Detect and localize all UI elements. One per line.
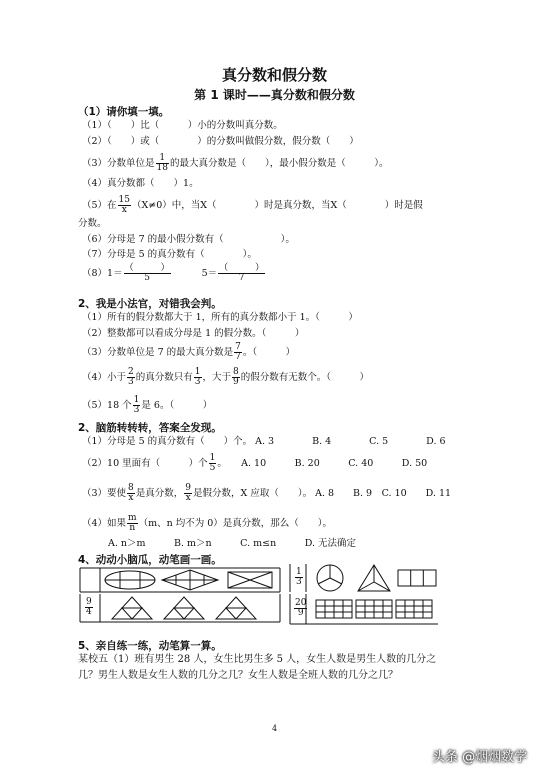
drawing-fraction-1-3: $\frac{1}{3}$	[296, 567, 302, 587]
s1-question-5-cont: 分数。	[78, 218, 107, 229]
rectangle-thirds-icon	[398, 570, 436, 586]
s5-problem-line-1: 某校五（1）班有男生 28 人，女生比男生多 5 人，女生人数是男生人数的几分之	[78, 654, 437, 665]
rectangle-crossed-icon	[228, 572, 272, 588]
page-number: 4	[271, 724, 278, 733]
section-4-heading: 4、动动小脑瓜，动笔画一画。	[78, 554, 222, 566]
s1-question-4: （4）真分数都（ ）1。	[82, 178, 199, 189]
drawing-fraction-20-9: $\frac{20}{9}$	[295, 598, 307, 618]
s3-question-2: （2）10 里面有（ ）个 $\frac{1}{5}$ 。 A. 10 B. 20 C. 40 D. 50	[82, 453, 428, 473]
s3-question-1: （1）分母是 5 的真分数有（ ）个。 A. 3 B. 4 C. 5 D. 6	[82, 436, 446, 447]
drawing-fraction-9-4: $\frac{9}{4}$	[86, 597, 92, 617]
left-bottom-drawing-box	[80, 594, 280, 624]
s2-question-2: （2）整数都可以看成分母是 1 的假分数。（ ）	[82, 328, 305, 339]
watermark: 头条 @烟烟数学	[432, 750, 528, 765]
triangle-divided-icon	[112, 597, 152, 619]
triangle-divided-icon	[216, 597, 256, 619]
fraction: $\frac{1}{3}$	[133, 395, 140, 415]
s2-question-3: （3）分数单位是 7 的最大真分数是 $\frac{7}{7}$ 。（ ）	[82, 342, 296, 362]
grid-3x4-icon	[356, 600, 392, 618]
fraction: $\frac{15}{x}$	[118, 195, 130, 215]
s1-question-5: （5）在 $\frac{15}{x}$ （X≠0）中，当X（ ）时是真分数，当X（ ）时是假	[82, 195, 423, 215]
grid-3x4-icon	[396, 600, 432, 618]
section-1-heading: （1）请你填一填。	[78, 106, 170, 118]
circle-divided-icon	[317, 565, 343, 591]
s2-question-1: （1）所有的假分数都大于 1，所有的真分数都小于 1。（ ）	[82, 312, 358, 323]
s1-question-7: （7）分母是 5 的真分数有（ ）。	[82, 249, 257, 260]
s2-question-4: （4）小于 $\frac{2}{3}$ 的真分数只有 $\frac{1}{3}$ ，大于 $\frac{8}{9}$ 的假分数有无数个。（ ）	[82, 367, 370, 387]
fraction: $\frac{1}{18}$	[156, 153, 168, 173]
s1-question-6: （6）分母是 7 的最小假分数有（ ）。	[82, 234, 295, 245]
fraction: $\frac{9}{x}$	[185, 483, 192, 503]
s3-question-4-options: A. n＞m B. m＞n C. m≤n D. 无法确定	[108, 538, 357, 549]
triangle-centroid-icon	[358, 565, 390, 591]
fraction: $\frac{m}{n}$	[128, 513, 137, 533]
s2-question-5: （5）18 个 $\frac{1}{3}$ 是 6。（ ）	[82, 395, 213, 415]
ellipse-divided-icon	[105, 571, 155, 589]
s1-question-8: （8）1＝ $\frac{( )}{5}$ 5＝ $\frac{( )}{7}$	[82, 263, 265, 283]
fraction: $\frac{( )}{5}$	[124, 263, 170, 283]
s3-question-4: （4）如果 $\frac{m}{n}$ （m、n 均不为 0）是真分数，那么（ ）。	[82, 513, 333, 533]
s1-question-3: （3）分数单位是 $\frac{1}{18}$ 的最大真分数是（ ），最小假分数是（ ）。	[82, 153, 389, 173]
fraction: $\frac{2}{3}$	[128, 367, 134, 387]
right-bottom-drawing-box	[290, 594, 438, 626]
rhombus-divided-icon	[162, 570, 218, 590]
fraction: $\frac{( )}{7}$	[219, 263, 265, 283]
section-5-heading: 5、亲自练一练，动笔算一算。	[78, 640, 222, 652]
section-2-heading: 2、我是小法官，对错我会判。	[78, 298, 222, 310]
fraction: $\frac{1}{5}$	[209, 453, 216, 473]
s5-problem-line-2: 几？男生人数是女生人数的几分之几？女生人数是全班人数的几分之几？	[78, 670, 398, 681]
right-top-drawing-box	[290, 562, 438, 594]
section-3-heading: 2、脑筋转转转，答案全发现。	[78, 422, 222, 434]
triangle-divided-icon	[164, 597, 204, 619]
s3-question-3: （3）要使 $\frac{8}{x}$ 是真分数， $\frac{9}{x}$ 是假分数，X 应取（ ）。 A. 8 B. 9 C. 10 D. 11	[82, 483, 452, 503]
fraction: $\frac{1}{3}$	[194, 367, 201, 387]
s1-question-2: （2）（ ）或（ ）的分数叫做假分数，假分数（ ）	[82, 136, 359, 147]
fraction: $\frac{8}{x}$	[128, 483, 134, 503]
left-top-drawing-box	[80, 566, 280, 596]
fraction: $\frac{7}{7}$	[235, 342, 241, 362]
fraction: $\frac{8}{9}$	[233, 367, 239, 387]
page-title: 真分数和假分数	[221, 66, 327, 84]
s1-question-1: （1）（ ）比（ ）小的分数叫真分数。	[82, 120, 283, 131]
page-subtitle: 第 1 课时——真分数和假分数	[194, 88, 355, 102]
grid-3x4-icon	[316, 600, 352, 618]
